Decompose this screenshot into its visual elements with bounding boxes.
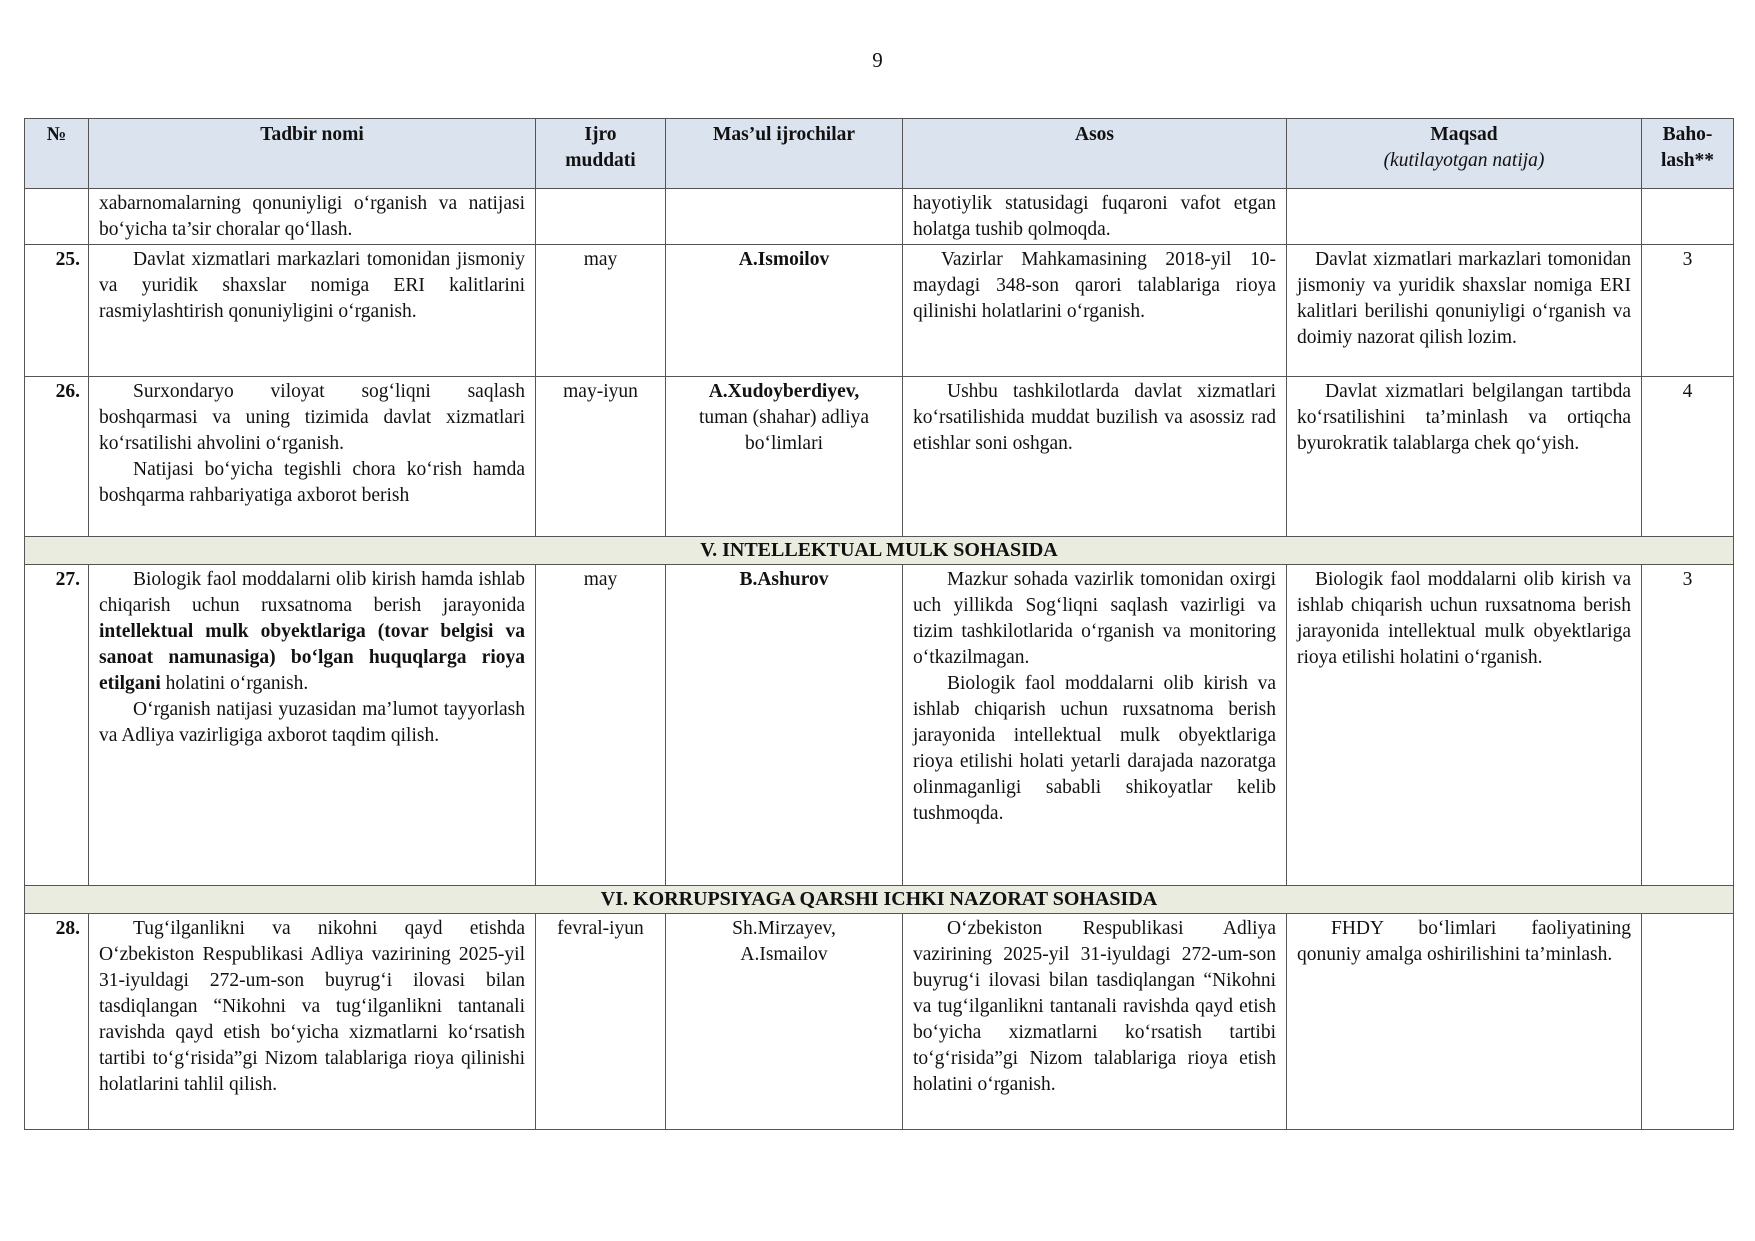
responsible-name: B.Ashurov bbox=[739, 569, 829, 590]
paragraph: Davlat xizmatlari markazlari tomonidan jismoniy va yuridik shaxslar nomiga ERI kalitlarini rasmiylashtirish qonuniyligini o‘rganish. bbox=[99, 249, 525, 322]
cell-goal bbox=[1287, 565, 1642, 886]
section-heading: V. INTELLEKTUAL MULK SOHASIDA bbox=[25, 537, 1734, 565]
responsible-dept: tuman (shahar) adliya bo‘limlari bbox=[698, 407, 869, 454]
cell-responsible bbox=[666, 565, 903, 886]
cell-responsible bbox=[666, 914, 903, 1130]
cell-number: 25. bbox=[25, 245, 89, 377]
text-bold: intellektual mulk obyektlariga (tovar belgisi va sanoat namunasiga) bo‘lgan huquqlarga rioya etilgani bbox=[99, 621, 525, 694]
responsible-name: A.Xudoyberdiyev, bbox=[708, 381, 860, 402]
action-plan-table bbox=[24, 118, 1734, 1130]
cell-number: 28. bbox=[25, 914, 89, 1130]
cell-deadline: may bbox=[536, 245, 666, 377]
cell-basis: hayotiylik statusidagi fuqaroni vafot etgan holatga tushib qolmoqda. bbox=[903, 189, 1287, 245]
paragraph bbox=[99, 567, 525, 697]
header-goal-subtitle: (kutilayotgan natija) bbox=[1383, 150, 1545, 171]
table-row-28 bbox=[25, 914, 1734, 1130]
paragraph: Davlat xizmatlari belgilangan tartibda ko‘rsatilishini ta’minlash va ortiqcha byurokratik talablarga chek qo‘yish. bbox=[1297, 381, 1631, 454]
table-row-27 bbox=[25, 565, 1734, 886]
header-event-name: Tadbir nomi bbox=[89, 119, 536, 189]
section-heading-row-vi bbox=[25, 886, 1734, 914]
header-goal bbox=[1287, 119, 1642, 189]
paragraph: Biologik faol moddalarni olib kirish va ishlab chiqarish uchun ruxsatnoma berish jarayonida intellektual mulk obyektlariga rioya etilishi holati yetarli darajada nazoratga olinmaganligi sababli shikoyatlar kelib tushmoqda. bbox=[913, 673, 1276, 824]
cell-rating: 3 bbox=[1642, 245, 1734, 377]
cell-goal bbox=[1287, 914, 1642, 1130]
cell-basis bbox=[903, 377, 1287, 537]
cell-basis bbox=[903, 245, 1287, 377]
cell-number: 27. bbox=[25, 565, 89, 886]
text: holatini o‘rganish. bbox=[160, 673, 309, 694]
table-header-row bbox=[25, 119, 1734, 189]
cell-responsible bbox=[666, 377, 903, 537]
paragraph: O‘zbekiston Respublikasi Adliya vazirining 2025-yil 31-iyuldagi 272-um-son buyrug‘i ilovasi bilan tasdiqlangan “Nikohni va tug‘ilganlikni tantanali ravishda qayd etish bo‘yicha xizmatlarni ko‘rsatish tartibi to‘g‘risida”gi Nizom talablariga rioya etish holatini o‘rganish. bbox=[913, 918, 1276, 1095]
section-heading-row-v bbox=[25, 537, 1734, 565]
cell-event-name bbox=[89, 377, 536, 537]
cell-deadline: may-iyun bbox=[536, 377, 666, 537]
paragraph: Vazirlar Mahkamasining 2018-yil 10-maydagi 348-son qarori talablariga rioya qilinishi holatlarini o‘rganish. bbox=[913, 249, 1276, 322]
cell-event-name: xabarnomalarning qonuniyligi o‘rganish va natijasi bo‘yicha ta’sir choralar qo‘llash. bbox=[89, 189, 536, 245]
header-goal-title: Maqsad bbox=[1430, 124, 1498, 145]
cell-rating: 4 bbox=[1642, 377, 1734, 537]
cell-goal bbox=[1287, 189, 1642, 245]
cell-rating bbox=[1642, 914, 1734, 1130]
responsible-name: A.Ismailov bbox=[740, 944, 828, 965]
header-basis: Asos bbox=[903, 119, 1287, 189]
cell-rating bbox=[1642, 189, 1734, 245]
table-row-26 bbox=[25, 377, 1734, 537]
cell-responsible bbox=[666, 189, 903, 245]
responsible-name: Sh.Mirzayev, bbox=[732, 918, 836, 939]
cell-rating: 3 bbox=[1642, 565, 1734, 886]
section-heading: VI. KORRUPSIYAGA QARSHI ICHKI NAZORAT SOHASIDA bbox=[25, 886, 1734, 914]
cell-deadline: may bbox=[536, 565, 666, 886]
cell-goal bbox=[1287, 377, 1642, 537]
page-number: 9 bbox=[872, 48, 883, 72]
text: Biologik faol moddalarni olib kirish hamda ishlab chiqarish uchun ruxsatnoma berish jarayonida bbox=[99, 569, 525, 616]
paragraph: Ushbu tashkilotlarda davlat xizmatlari ko‘rsatilishida muddat buzilish va asossiz rad etishlar soni oshgan. bbox=[913, 381, 1276, 454]
paragraph: O‘rganish natijasi yuzasidan ma’lumot tayyorlash va Adliya vazirligiga axborot taqdim qilish. bbox=[99, 699, 525, 746]
responsible-name: A.Ismoilov bbox=[738, 249, 830, 270]
header-deadline: Ijro muddati bbox=[536, 119, 666, 189]
header-responsible: Mas’ul ijrochilar bbox=[666, 119, 903, 189]
cell-deadline: fevral-iyun bbox=[536, 914, 666, 1130]
paragraph: Natijasi bo‘yicha tegishli chora ko‘rish hamda boshqarma rahbariyatiga axborot berish bbox=[99, 459, 525, 506]
cell-goal bbox=[1287, 245, 1642, 377]
paragraph: Surxondaryo viloyat sog‘liqni saqlash boshqarmasi va uning tizimida davlat xizmatlari ko‘rsatilishi ahvolini o‘rganish. bbox=[99, 381, 525, 454]
paragraph: Davlat xizmatlari markazlari tomonidan jismoniy va yuridik shaxslar nomiga ERI kalitlari berilishi qonuniyligi o‘rganish va doimiy nazorat qilish lozim. bbox=[1297, 249, 1631, 348]
cell-deadline bbox=[536, 189, 666, 245]
cell-event-name bbox=[89, 245, 536, 377]
paragraph: Tug‘ilganlikni va nikohni qayd etishda O‘zbekiston Respublikasi Adliya vazirining 2025-yil 31-iyuldagi 272-um-son buyrug‘i ilovasi bilan tasdiqlangan “Nikohni va tug‘ilganlikni tantanali ravishda qayd etish bo‘yicha xizmatlarni ko‘rsatish tartibi to‘g‘risida”gi Nizom talablariga rioya qilinishi holatlarini tahlil qilish. bbox=[99, 918, 525, 1095]
table-row-25 bbox=[25, 245, 1734, 377]
paragraph: FHDY bo‘limlari faoliyatining qonuniy amalga oshirilishini ta’minlash. bbox=[1297, 918, 1631, 965]
cell-event-name bbox=[89, 565, 536, 886]
cell-responsible bbox=[666, 245, 903, 377]
header-rating: Baho-lash** bbox=[1642, 119, 1734, 189]
paragraph: Biologik faol moddalarni olib kirish va ishlab chiqarish uchun ruxsatnoma berish jarayonida intellektual mulk obyektlariga rioya etilishi holatini o‘rganish. bbox=[1297, 569, 1631, 668]
table-row-continuation bbox=[25, 189, 1734, 245]
cell-basis bbox=[903, 565, 1287, 886]
cell-basis bbox=[903, 914, 1287, 1130]
cell-number: 26. bbox=[25, 377, 89, 537]
header-number: № bbox=[25, 119, 89, 189]
cell-number bbox=[25, 189, 89, 245]
paragraph: Mazkur sohada vazirlik tomonidan oxirgi uch yillikda Sog‘liqni saqlash vazirligi va tizim tashkilotlarida o‘rganish va monitoring o‘tkazilmagan. bbox=[913, 569, 1276, 668]
cell-event-name bbox=[89, 914, 536, 1130]
